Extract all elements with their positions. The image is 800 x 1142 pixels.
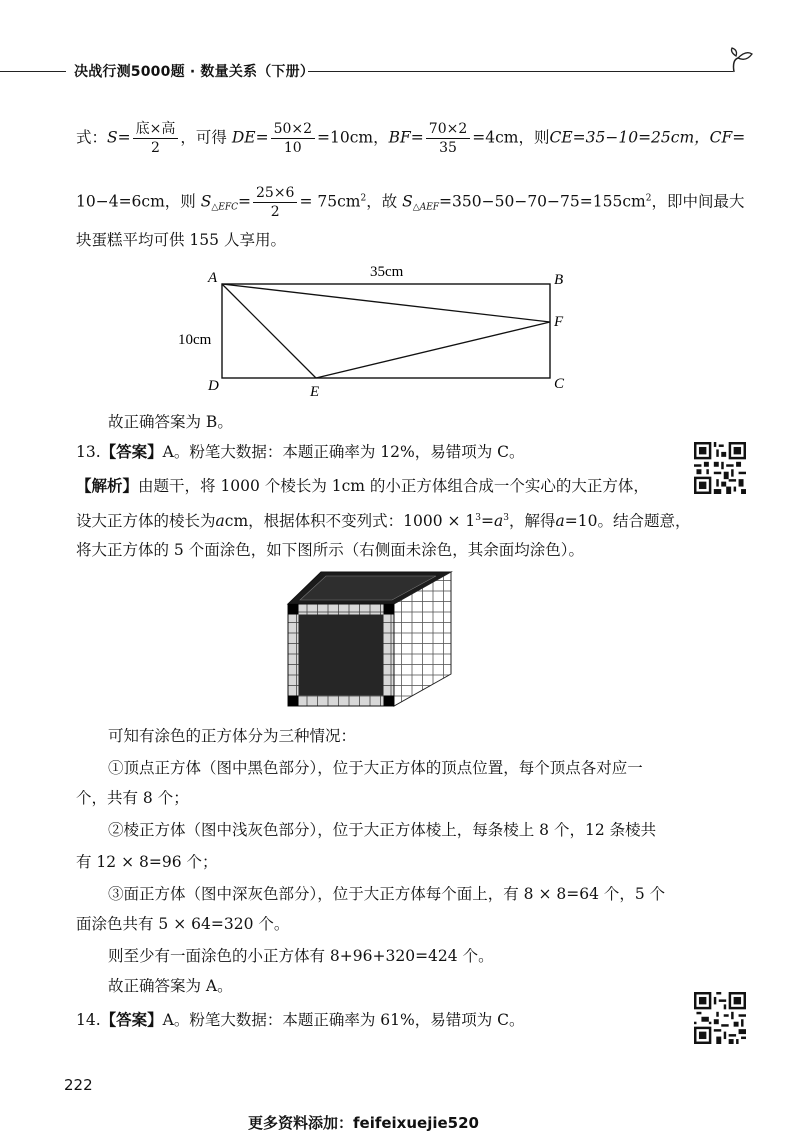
- frac-den: 2: [151, 140, 160, 156]
- point-b: B: [554, 272, 564, 288]
- painted-cube-figure: [286, 570, 456, 708]
- body-p2a: ①顶点正方体（图中黑色部分），位于大正方体的顶点位置，每个顶点各对应一: [108, 759, 643, 777]
- var-s: S: [200, 192, 212, 211]
- text: 设大正方体的棱长为: [76, 512, 216, 530]
- answer-12: 故正确答案为 B。: [108, 413, 233, 431]
- rectangle-figure: [170, 262, 590, 402]
- subscript-efc: △EFC: [211, 202, 238, 213]
- var-de: DE: [231, 128, 256, 147]
- body-p3b: 有 12 × 8=96 个；: [76, 853, 218, 871]
- fraction-de: [271, 120, 315, 157]
- text: 10−4=6cm，则: [76, 192, 196, 211]
- running-header: [0, 60, 800, 90]
- label-35cm: 35cm: [370, 264, 404, 280]
- analysis-line-3: 将大正方体的 5 个面涂色，如下图所示（右侧面未涂色，其余面均涂色）。: [76, 541, 584, 559]
- text: =: [238, 192, 251, 211]
- text: ，可得: [180, 128, 227, 147]
- superscript: 3: [503, 513, 510, 523]
- header-rule-left: [0, 71, 66, 72]
- q14-answer: [76, 1010, 525, 1030]
- sprout-icon: [728, 46, 756, 76]
- text: =10。结合题意，: [564, 512, 691, 530]
- rect-abcd: [222, 284, 550, 378]
- text: =4cm，则: [472, 128, 550, 147]
- area-line: [76, 184, 744, 221]
- header-title: 决战行测5000题 · 数量关系（下册）: [74, 64, 315, 80]
- text: ，故: [366, 192, 398, 211]
- analysis-line-2: [76, 508, 691, 531]
- point-a: A: [208, 270, 218, 286]
- text: =350−50−70−75=155cm: [439, 192, 646, 211]
- segment-af: [222, 284, 550, 322]
- subscript-aef: △AEF: [412, 202, 440, 213]
- cf-text: CF=: [709, 128, 746, 147]
- q14-number: 14.: [76, 1011, 101, 1029]
- fraction-efc: [253, 184, 297, 221]
- segment-ae: [222, 284, 316, 378]
- answer-tag: 【答案】: [100, 442, 163, 461]
- point-f: F: [554, 314, 564, 330]
- body-p1: 可知有涂色的正方体分为三种情况：: [108, 727, 357, 745]
- body-p5: 则至少有一面涂色的小正方体有 8+96+320=424 个。: [108, 947, 494, 965]
- point-d: D: [208, 378, 219, 394]
- text: =: [481, 512, 495, 530]
- var-bf: BF: [388, 128, 411, 147]
- var-s: S: [107, 128, 118, 147]
- body-p4a: ③面正方体（图中深灰色部分），位于大正方体每个面上，有 8 × 8=64 个，5 个: [108, 885, 666, 903]
- frac-den: 35: [439, 140, 457, 156]
- superscript: 2: [645, 193, 652, 204]
- text: 式：: [76, 128, 108, 147]
- formula-line: 式：S= $\frac{\text{底×高}}{2}$ ，可得 DE= $\frac{50\times 2}{10}$ =10cm，BF= $\frac{70\times 2}{35}$ =4cm，则CE=35−10=25cm，CF=: [76, 121, 746, 156]
- frac-den: 2: [270, 204, 280, 220]
- body-p4b: 面涂色共有 5 × 64=320 个。: [76, 915, 290, 933]
- text: 由题干，将 1000 个棱长为 1cm 的小正方体组合成一个实心的大正方体，: [138, 477, 649, 495]
- body-p6: 故正确答案为 A。: [108, 977, 233, 995]
- point-e: E: [310, 384, 320, 400]
- text: cm，根据体积不变列式：1000 × 1: [224, 512, 476, 530]
- var-a: a: [555, 512, 565, 530]
- cake-line: 块蛋糕平均可供 155 人享用。: [76, 231, 286, 249]
- segment-ef: [316, 322, 550, 378]
- text: ，解得: [509, 512, 556, 530]
- body-p3a: ②棱正方体（图中浅灰色部分），位于大正方体棱上，每条棱上 8 个，12 条棱共: [108, 821, 657, 839]
- text: =10cm，: [317, 128, 389, 147]
- qr-code-icon: [694, 992, 746, 1044]
- qr-code-icon: [694, 442, 746, 494]
- analysis-tag: 【解析】: [76, 476, 139, 495]
- frac-num: 70×2: [426, 120, 470, 139]
- text: ，即中间最大: [651, 192, 745, 211]
- superscript: 2: [360, 193, 367, 204]
- answer-tag: 【答案】: [100, 1010, 163, 1029]
- footer-note: 更多资料添加：feifeixuejie520: [248, 1114, 479, 1132]
- var-a: a: [215, 512, 225, 530]
- frac-num: 25×6: [253, 184, 297, 203]
- q14-text: A。粉笔大数据：本题正确率为 61%，易错项为 C。: [162, 1011, 525, 1029]
- fraction-base-height: [133, 120, 179, 157]
- page-number: 222: [64, 1076, 93, 1094]
- q13-answer: [76, 442, 525, 462]
- cube-front-face-inner: [299, 615, 384, 696]
- frac-num: 底×高: [133, 120, 179, 139]
- label-10cm: 10cm: [178, 332, 212, 348]
- var-a: a: [494, 512, 504, 530]
- header-rule-right: [308, 71, 733, 72]
- fraction-bf: [426, 120, 470, 157]
- text: =: [117, 128, 131, 147]
- q13-text: A。粉笔大数据：本题正确率为 12%，易错项为 C。: [162, 443, 525, 461]
- text: = 75cm: [299, 192, 361, 211]
- analysis-line-1: [76, 476, 649, 496]
- frac-den: 10: [283, 140, 302, 156]
- body-p2b: 个，共有 8 个；: [76, 789, 189, 807]
- frac-num: 50×2: [271, 120, 315, 139]
- point-c: C: [554, 376, 565, 392]
- superscript: 3: [475, 513, 482, 523]
- q13-number: 13.: [76, 443, 101, 461]
- var-s: S: [402, 192, 413, 211]
- ce-text: CE=35−10=25cm，: [549, 128, 710, 147]
